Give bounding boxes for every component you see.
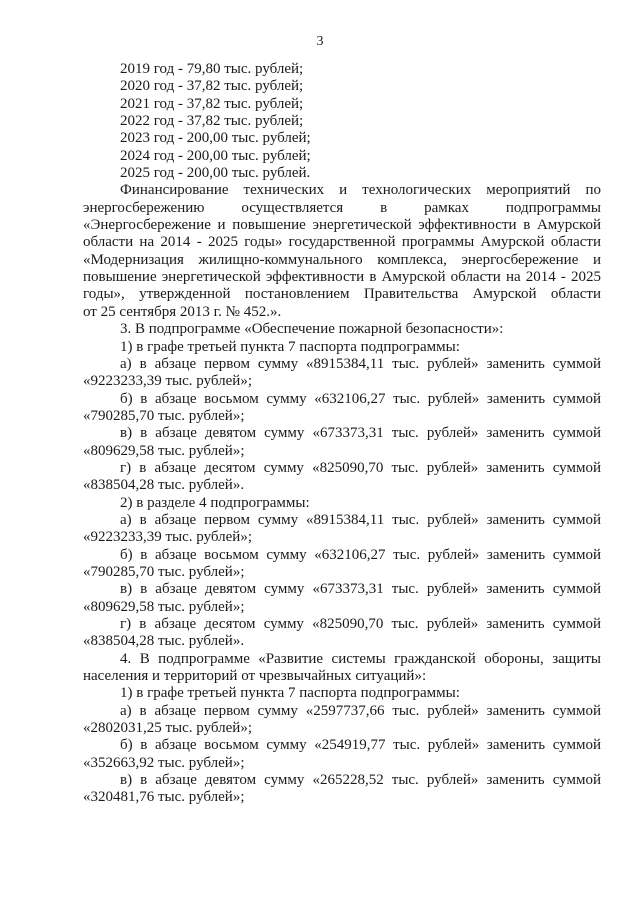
text-line: 1) в графе третьей пункта 7 паспорта подпрограммы: bbox=[120, 685, 460, 702]
text-line: 1) в графе третьей пункта 7 паспорта подпрограммы: bbox=[120, 338, 460, 355]
text-line: «838504,28 тыс. рублей». bbox=[83, 633, 245, 650]
text-line: г) в абзаце десятом сумму «825090,70 тыс. рублей» заменить суммой bbox=[120, 616, 601, 632]
text-line: годы», утвержденной постановлением Правительства Амурской области bbox=[83, 286, 601, 303]
text-line: в) в абзаце девятом сумму «673373,31 тыс. рублей» заменить суммой bbox=[120, 581, 601, 598]
text-line: повышение энергетической эффективности в Амурской области на 2014 - 2025 bbox=[83, 269, 601, 286]
text-line: «Энергосбережение и повышение энергетической эффективности в Амурской bbox=[83, 217, 601, 234]
text-line: области на 2014 - 2025 годы» государственной программы Амурской области bbox=[83, 234, 601, 251]
text-line: г) в абзаце десятом сумму «825090,70 тыс. рублей» заменить суммой bbox=[120, 459, 601, 476]
text-line: б) в абзаце восьмом сумму «632106,27 тыс. рублей» заменить суммой bbox=[120, 390, 601, 407]
text-line: «9223233,39 тыс. рублей»; bbox=[83, 373, 252, 390]
text-line: а) в абзаце первом сумму «2597737,66 тыс. рублей» заменить суммой bbox=[120, 702, 601, 719]
text-line: 2025 год - 200,00 тыс. рублей. bbox=[120, 165, 311, 182]
text-line: «352663,92 тыс. рублей»; bbox=[83, 754, 245, 771]
text-line: б) в абзаце восьмом сумму «632106,27 тыс. рублей» заменить суммой bbox=[120, 546, 601, 563]
text-line: «809629,58 тыс. рублей»; bbox=[83, 598, 245, 615]
text-line: «790285,70 тыс. рублей»; bbox=[83, 563, 245, 580]
text-line: «809629,58 тыс. рублей»; bbox=[83, 442, 245, 459]
text-line: 2024 год - 200,00 тыс. рублей; bbox=[120, 147, 311, 164]
text-line: 2021 год - 37,82 тыс. рублей; bbox=[120, 95, 304, 112]
text-line: а) в абзаце первом сумму «8915384,11 тыс. рублей» заменить суммой bbox=[120, 355, 601, 372]
text-line: 2020 год - 37,82 тыс. рублей; bbox=[120, 78, 304, 95]
text-line: 2022 год - 37,82 тыс. рублей; bbox=[120, 113, 304, 130]
text-line: а) в абзаце первом сумму «8915384,11 тыс. рублей» заменить суммой bbox=[120, 511, 601, 528]
text-line: населения и территорий от чрезвычайных ситуаций»: bbox=[83, 668, 427, 685]
text-line: «838504,28 тыс. рублей». bbox=[83, 477, 245, 494]
text-line: 4. В подпрограмме «Развитие системы гражданской обороны, защиты bbox=[120, 650, 601, 667]
text-line: в) в абзаце девятом сумму «673373,31 тыс. рублей» заменить суммой bbox=[120, 425, 601, 442]
text-line: 2019 год - 79,80 тыс. рублей; bbox=[120, 61, 304, 77]
text-line: б) в абзаце восьмом сумму «254919,77 тыс. рублей» заменить суммой bbox=[120, 737, 601, 754]
text-line: «790285,70 тыс. рублей»; bbox=[83, 407, 245, 424]
page-number: 3 bbox=[316, 34, 324, 49]
document-body bbox=[83, 61, 601, 807]
text-line: 2) в разделе 4 подпрограммы: bbox=[120, 494, 310, 511]
text-line: от 25 сентября 2013 г. № 452.». bbox=[83, 303, 282, 320]
text-line: энергосбережению осуществляется в рамках подпрограммы bbox=[83, 199, 601, 216]
text-line: 3. В подпрограмме «Обеспечение пожарной безопасности»: bbox=[120, 321, 504, 338]
text-line: «2802031,25 тыс. рублей»; bbox=[83, 720, 252, 737]
text-line: «Модернизация жилищно-коммунального комплекса, энергосбережение и bbox=[83, 251, 601, 268]
text-line: «320481,76 тыс. рублей»; bbox=[83, 789, 245, 806]
text-line: 2023 год - 200,00 тыс. рублей; bbox=[120, 130, 311, 147]
text-line: в) в абзаце девятом сумму «265228,52 тыс. рублей» заменить суммой bbox=[120, 772, 601, 789]
text-line: «9223233,39 тыс. рублей»; bbox=[83, 529, 252, 546]
text-line: Финансирование технических и технологических мероприятий по bbox=[120, 182, 601, 199]
